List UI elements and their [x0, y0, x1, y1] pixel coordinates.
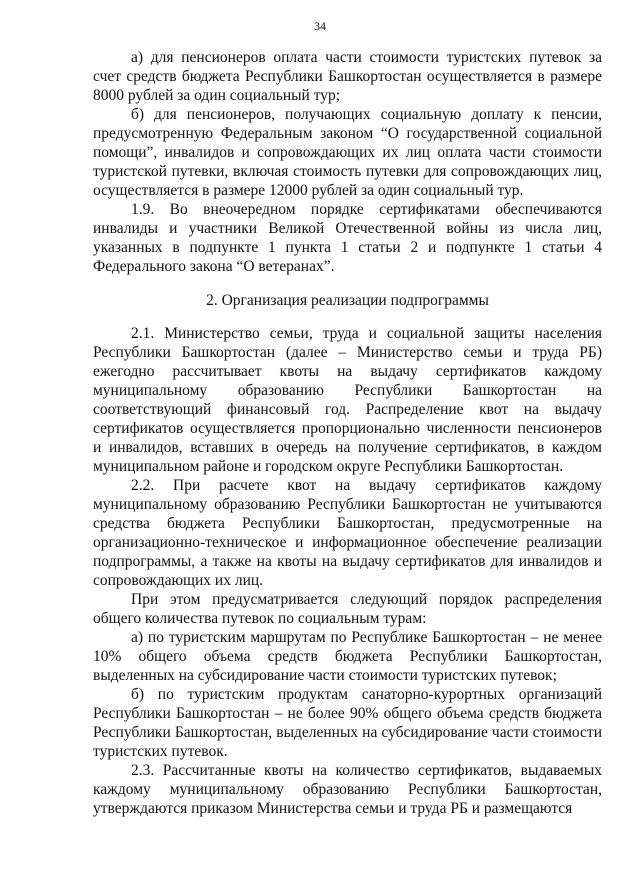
paragraph-1b-social-supplement: б) для пенсионеров, получающих социальную доплату к пенсии, предусмотренную Федеральным законом “О государственной социальной помощи”, инвалидов и сопровождающих их лиц оплата части стоимости туристской путевки, включая стоимость путевки для сопровождающих лиц, осуществляется в размере 12000 рублей за один социальный тур. [93, 106, 602, 199]
paragraph-2-3-approval: 2.3. Рассчитанные квоты на количество сертификатов, выдаваемых каждому муниципальному образованию Республики Башкортостан, утверждаются приказом Министерства семьи и труда РБ и размещаются [93, 762, 602, 817]
page-number: 34 [314, 19, 326, 33]
paragraph-b-sanatorium: б) по туристским продуктам санаторно-курортных организаций Республики Башкортостан – не более 90% общего объема средств бюджета Республики Башкортостан, выделенных на субсидирование части стоимости туристских путевок. [93, 686, 602, 760]
paragraph-1-9-priority: 1.9. Во внеочередном порядке сертификатами обеспечиваются инвалиды и участники Великой Отечественной войны из числа лиц, указанных в подпункте 1 пункта 1 статьи 2 и подпункте 1 статьи 4 Федерального закона “О ветеранах”. [93, 201, 602, 275]
section-heading: 2. Организация реализации подпрограммы [206, 292, 489, 309]
paragraph-1a-pensioners: а) для пенсионеров оплата части стоимости туристских путевок за счет средств бюджета Республики Башкортостан осуществляется в размере 8000 рублей за один социальный тур; [93, 49, 602, 104]
paragraph-a-routes: а) по туристским маршрутам по Республике Башкортостан – не менее 10% общего объема средств бюджета Республики Башкортостан, выделенных на субсидирование части стоимости туристских путевок; [93, 629, 602, 684]
paragraph-2-1-quotas: 2.1. Министерство семьи, труда и социальной защиты населения Республики Башкортостан (далее – Министерство семьи и труда РБ) ежегодно рассчитывает квоты на выдачу сертификатов каждому муниципальному образованию Республики Башкортостан на соответствующий финансовый год. Распределение квот на выдачу сертификатов осуществляется пропорционально численности пенсионеров и инвалидов, вставших в очередь на получение сертификатов, в каждом муниципальном районе и городском округе Республики Башкортостан. [93, 325, 602, 475]
paragraph-2-2-calculation: 2.2. При расчете квот на выдачу сертификатов каждому муниципальному образованию Республики Башкортостан не учитываются средства бюджета Республики Башкортостан, предусмотренные на организационно-техническое и информационное обеспечение реализации подпрограммы, а также на квоты на выдачу сертификатов для инвалидов и сопровождающих их лиц. [93, 477, 602, 589]
paragraph-distribution-order: При этом предусматривается следующий порядок распределения общего количества путевок по социальным турам: [93, 591, 602, 627]
document-body [93, 48, 602, 818]
